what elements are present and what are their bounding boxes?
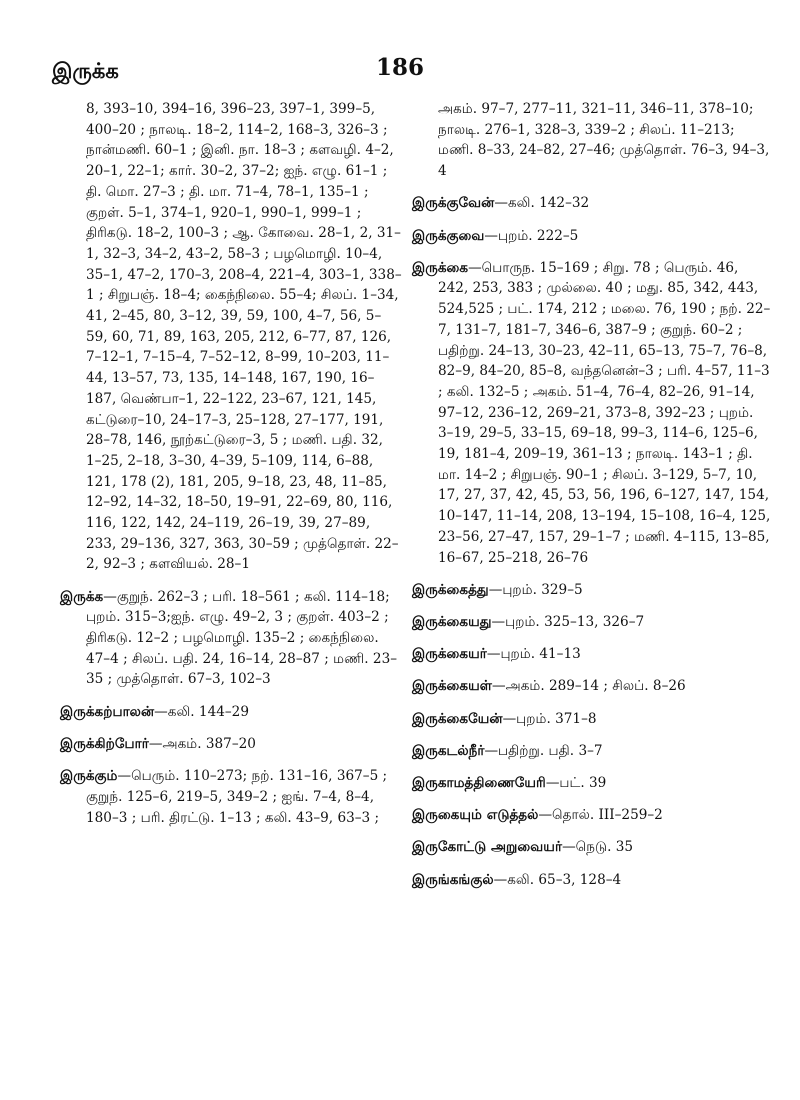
entry-headword: இருக்குவை (412, 227, 485, 244)
index-entry (60, 734, 402, 755)
entry-headword: இருக்கற்பாலன் (60, 703, 155, 720)
index-entry (412, 258, 772, 569)
index-entry (60, 587, 402, 691)
entry-references: —நெடு. 35 (562, 839, 634, 856)
entry-references: —கலி. 144–29 (154, 703, 249, 720)
index-entry (412, 644, 772, 665)
entry-references: —புறம். 222–5 (484, 227, 579, 244)
entry-headword: இருக்க (60, 588, 104, 605)
entry-references: —குறுந். 262–3 ; பரி. 18–561 ; கலி. 114–18; புறம். 315–3;ஐந். எழு. 49–2, 3 ; குறள். 403–2 ; திரிகடு. 12–2 ; பழமொழி. 135–2 ; கைந்நிலை. 47–4 ; சிலப். பதி. 24, 16–14, 28–87 ; மணி. 23–35 ; முத்தொள். 67–3, 102–3 (86, 588, 398, 688)
entry-headword: இருக்கிற்போர் (60, 735, 149, 752)
entry-references: —பதிற்று. பதி. 3–7 (484, 742, 603, 759)
entry-headword: இருகாமத்திணையேரி (412, 774, 546, 791)
left-column (60, 99, 402, 840)
index-entry (412, 773, 772, 794)
entry-references: —பெரும். 110–273; நற். 131–16, 367–5 ; குறுந். 125–6, 219–5, 349–2 ; ஐங். 7–4, 8–4, 180–3 ; பரி. திரட்டு. 1–13 ; கலி. 43–9, 63–3 ; (86, 768, 388, 826)
index-entry (412, 676, 772, 697)
right-column (412, 99, 772, 902)
entry-references: —புறம். 371–8 (502, 710, 597, 727)
entry-headword: இருக்குவேன் (412, 195, 495, 212)
entry-references: —கலி. 142–32 (494, 195, 590, 212)
entry-headword: இருகையும் எடுத்தல் (412, 807, 539, 824)
entry-headword: இருக்கை (412, 259, 469, 276)
index-entry (412, 709, 772, 730)
entry-headword: இருங்கங்குல் (412, 871, 494, 888)
index-entry (412, 741, 772, 762)
index-entry (412, 612, 772, 633)
entry-headword: இருக்கையள் (412, 678, 492, 695)
entry-references: —தொல். III–259–2 (538, 807, 663, 824)
entry-headword: இருக்கைத்து (412, 581, 489, 598)
index-entry (412, 193, 772, 214)
entry-references: —பட். 39 (545, 774, 607, 791)
entry-references: —புறம். 41–13 (486, 646, 581, 663)
entry-references: —அகம். 387–20 (148, 735, 256, 752)
entry-references: —அகம். 289–14 ; சிலப். 8–26 (492, 678, 686, 695)
entry-headword: இருக்கும் (60, 768, 118, 785)
entry-references: அகம். 97–7, 277–11, 321–11, 346–11, 378–10; நாலடி. 276–1, 328–3, 339–2 ; சிலப். 11–213; மணி. 8–33, 24–82, 27–46; முத்தொள். 76–3, 94–3, 4 (438, 101, 770, 180)
entry-references: —புறம். 325–13, 326–7 (491, 613, 645, 630)
index-entry (412, 870, 772, 891)
entry-references: 8, 393–10, 394–16, 396–23, 397–1, 399–5, 400–20 ; நாலடி. 18–2, 114–2, 168–3, 326–3 ; நான்மணி. 60–1 ; இனி. நா. 18–3 ; களவழி. 4–2, 20–1, 22–1; கார். 30–2, 37–2; ஐந். எழு. 61–1 ; தி. மொ. 27–3 ; தி. மா. 71–4, 78–1, 135–1 ; குறள். 5–1, 374–1, 920–1, 990–1, 999–1 ; திரிகடு. 18–2, 100–3 ; ஆ. கோவை. 28–1, 2, 31–1, 32–3, 34–2, 43–2, 58–3 ; பழமொழி. 10–4, 35–1, 47–2, 170–3, 208–4, 221–4, 303–1, 338–1 ; சிறுபஞ். 18–4; கைந்நிலை. 55–4; சிலப். 1–34, 41, 2–45, 80, 3–12, 39, 59, 100, 4–7, 56, 5–59, 60, 71, 89, 163, 205, 212, 6–77, 87, 126, 7–12–1, 7–15–4, 7–52–12, 8–99, 10–203, 11–44, 13–57, 73, 135, 14–148, 167, 190, 16–187, வெண்பா–1, 22–122, 23–67, 121, 145, கட்டுரை–10, 24–17–3, 25–128, 27–177, 191, 28–78, 146, நூற்கட்டுரை–3, 5 ; மணி. பதி. 32, 1–25, 2–18, 3–30, 4–39, 5–109, 114, 6–88, 121, 178 (2), 181, 205, 9–18, 23, 48, 11–85, 12–92, 14–32, 18–50, 19–91, 22–69, 80, 116, 116, 122, 142, 24–119, 26–19, 39, 27–89, 233, 29–136, 327, 363, 30–59 ; முத்தொள். 22–2, 92–3 ; களவியல். 28–1 (86, 101, 402, 573)
running-head: இருக்க (52, 58, 119, 83)
page-number: 186 (375, 54, 424, 81)
index-entry (412, 837, 772, 858)
index-entry (60, 766, 402, 828)
index-entry-continuation (412, 99, 772, 182)
index-entry (412, 805, 772, 826)
entry-headword: இருக்கையேன் (412, 710, 503, 727)
index-entry (60, 702, 402, 723)
entry-headword: இருகோட்டு அறுவையர் (412, 839, 563, 856)
entry-references: —புறம். 329–5 (488, 581, 583, 598)
entry-references: —பொருந. 15–169 ; சிறு. 78 ; பெரும். 46, 242, 253, 383 ; முல்லை. 40 ; மது. 85, 342, 443, 524,525 ; பட். 174, 212 ; மலை. 76, 190 ; நற். 22–7, 131–7, 181–7, 346–6, 387–9 ; குறுந். 60–2 ; பதிற்று. 24–13, 30–23, 42–11, 65–13, 75–7, 76–8, 82–9, 84–20, 85–8, வந்தனென்–3 ; பரி. 4–57, 11–3 ; கலி. 132–5 ; அகம். 51–4, 76–4, 82–26, 91–14, 97–12, 236–12, 269–21, 373–8, 392–23 ; புறம். 3–19, 29–5, 33–15, 69–18, 99–3, 114–6, 125–6, 19, 181–4, 209–19, 361–13 ; நாலடி. 143–1 ; தி. மா. 14–2 ; சிறுபஞ். 90–1 ; சிலப். 3–129, 5–7, 10, 17, 27, 37, 42, 45, 53, 56, 196, 6–127, 147, 154, 10–147, 11–14, 208, 13–194, 15–108, 16–4, 125, 23–56, 27–47, 157, 29–1–7 ; மணி. 4–115, 13–85, 16–67, 25–218, 26–76 (438, 259, 771, 566)
page-header (0, 0, 800, 83)
index-entry (412, 580, 772, 601)
entry-headword: இருக்கையது (412, 613, 492, 630)
index-entry (412, 226, 772, 247)
entry-references: —கலி. 65–3, 128–4 (493, 871, 622, 888)
index-entry-continuation (60, 99, 402, 575)
entry-headword: இருக்கையர் (412, 646, 487, 663)
entry-headword: இருகடல்நீர் (412, 742, 485, 759)
